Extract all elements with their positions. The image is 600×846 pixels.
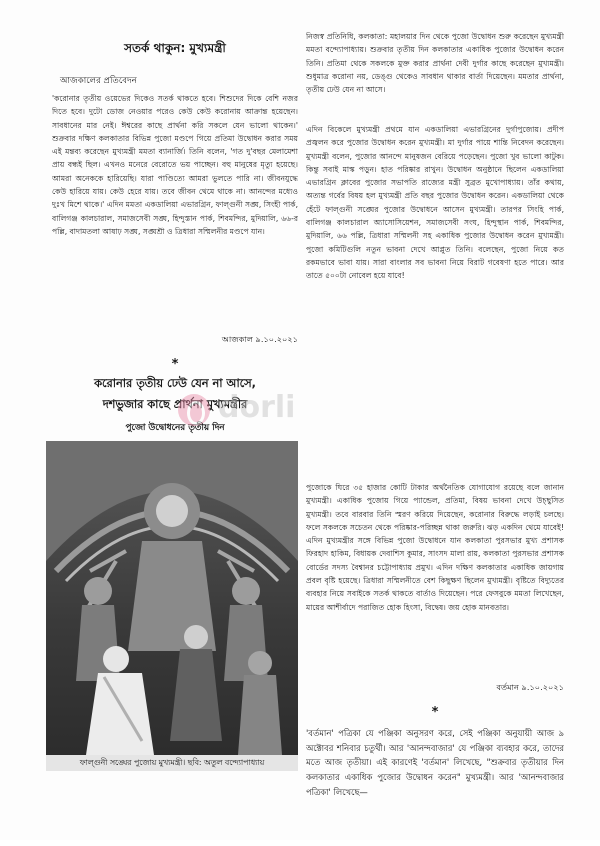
second-article-para-3: পুজোকে ঘিরে ৩৫ হাজার কোটি টাকার অর্থনৈতিক যোগাযোগ রয়েছে বলে জানান মুখ্যমন্ত্রী। একাধিক পুজোয় গিয়ে প্যান্ডেল, প্রতিমা, বিষয় ভাবনা দেখে উচ্ছ্বসিত মুখ্যমন্ত্রী। তবে বারবার তিনি স্মরণ করিয়ে দিয়েছেন, করোনার বিরুদ্ধে লড়াই চলছে। ফলে সকলকে সচেতন থেকে পরিষ্কার-পরিচ্ছন্ন থাকা জরুরি। ঝড় একদিন থেমে যাবেই! এদিন মুখ্যমন্ত্রীর সঙ্গে বিভিন্ন পুজো উদ্বোধনে যান কলকাতা পুরসভার মুখ্য প্রশাসক ফিরহাদ হাকিম, বিধায়ক দেবাশিস কুমার, সাংসদ মালা রায়, কলকাতা পুরসভার প্রশাসক বোর্ডের সদস্য বৈশ্বানর চট্টোপাধ্যায় প্রমুখ। এদিন দক্ষিণ কলকাতার একাধিক জায়গায় প্রবল বৃষ্টি হয়েছে। ত্রিধারা সম্মিলনীতে বেশ কিছুক্ষণ ছিলেন মুখ্যমন্ত্রী। বৃষ্টিতে বিদ্যুতের ব্যবহার নিয়ে সবাইকে সতর্ক থাকতে বার্তাও দিয়েছেন। পরে ফেসবুকে মমতা লিখেছেন, মায়ের আশীর্বাদে পরাজিত হোক হিংসা, বিদ্বেষ। জয় হোক মানবতার। xyxy=(306,483,564,612)
durga-idol-photo xyxy=(46,441,298,771)
left-article-body: 'করোনার তৃতীয় ওয়েভের দিকেও সতর্ক থাকতে হবে। শিশুদের দিকে বেশি নজর দিতে হবে। দুটো ডোজ নেওয়ার পরেও কেউ কেউ করোনায় আক্রান্ত হয়েছেন। সাবধানের মার নেই। ঈশ্বরের কাছে প্রার্থনা করি সকলে যেন ভালো থাকেন।' শুক্রবার দক্ষিণ কলকাতার বিভিন্ন পুজো মণ্ডপে গিয়ে প্রতিমা উদ্বোধন করার সময় এই মন্তব্য করেছেন মুখ্যমন্ত্রী মমতা ব্যানার্জি। তিনি বলেন, 'গত দু'বছর মেলামেশা প্রায় বন্ধই ছিল। এখনও মনেরে বেরোতে ভয় পাচ্ছেন। বহু মানুষের মৃত্যু হয়েছে। আমরা অনেককে হারিয়েছি। যারা পাণ্ডিত্যে আমরা ভুলতে পারি না। জীবনযুদ্ধে কেউ হারিয়ে যায়। কেউ হেরে যায়। তবে জীবন থেমে থাকে না। আনন্দের মধ্যেও দুঃখ মিশে থাকে।' এদিন মমতা একডালিয়া এভারগ্রিন, ফাল্গুনী সঙ্ঘ, সিংহী পার্ক, বালিগঞ্জ কালচারাল, সমাজসেবী সঙ্ঘ, হিন্দুস্তান পার্ক, শিবমন্দির, মুদিয়ালি, ৬৬-র পল্লি, বাদামতলা আষাঢ় সঙ্ঘ, সঙ্ঘশ্রী ও ত্রিধারা সম্মিলনীর মণ্ডপে যান। xyxy=(52,94,298,236)
second-article-subhead: পুজো উদ্বোধনের তৃতীয় দিন xyxy=(125,423,225,433)
left-article-signature: আজকাল ৯.১০.২০২১ xyxy=(221,334,298,344)
second-article-signature: বর্তমান ৯.১০.২০২১ xyxy=(496,682,564,692)
right-column xyxy=(306,30,564,846)
note-star: * xyxy=(431,705,439,720)
second-article-para-1: নিজস্ব প্রতিনিধি, কলকাতা: মহালয়ার দিন থেকে পুজো উদ্বোধন শুরু করেছেন মুখ্যমন্ত্রী মমতা বন্দ্যোপাধ্যায়। শুক্রবার তৃতীয় দিন কলকাতার একাধিক পুজোর উদ্বোধন করেন তিনি। প্রতিমা থেকে সকলকে মুক্ত করার প্রার্থনা দেবী দুর্গার কাছে করেছেন মুখ্যমন্ত্রী। শুধুমাত্র করোনা নয়, ডেঙ্গু থেকেও সাবধান থাকার বার্তা দিয়েছেন। মমতার প্রার্থনা, তৃতীয় ঢেউ যেন না আসে। xyxy=(306,32,564,95)
left-article-byline: আজকালের প্রতিবেদন xyxy=(60,76,137,86)
second-article-para-2: এদিন বিকেলে মুখ্যমন্ত্রী প্রথমে যান একডালিয়া এভারগ্রিনের দুর্গাপুজোয়। প্রদীপ প্রজ্বলন করে পুজোর উদ্বোধন করেন মুখ্যমন্ত্রী। মা দুর্গার পায়ে শান্তি নিবেদন করেছেন। মুখ্যমন্ত্রী বলেন, পুজোর আনন্দে মানুষজন বেরিয়ে পড়েছেন। পুজো খুব ভালো কাটুক। কিন্তু সবাই মাস্ক পড়ুন। হাত পরিষ্কার রাখুন। উদ্বোধন অনুষ্ঠানে ছিলেন একডালিয়া এভারগ্রিন ক্লাবের পুজোর সভাপতি রাজ্যের মন্ত্রী সুব্রত মুখোপাধ্যায়। তাঁর কথায়, অত্যন্ত গর্বের বিষয় হল মুখ্যমন্ত্রী প্রতি বছর পুজোর উদ্বোধন করেন। একডালিয়া থেকে হেঁটে ফাল্গুনী সঙ্ঘের পুজোর উদ্বোধনে আসেন মুখ্যমন্ত্রী। তারপর সিংহি পার্ক, বালিগঞ্জ কালচারাল অ্যাসোসিয়েশন, সমাজসেবী সংঘ, হিন্দুস্থান পার্ক, শিবমন্দির, মুদিয়ালি, ৬৬ পল্লি, ত্রিধারা সম্মিলনী সহ একাধিক পুজোর উদ্বোধন করেন মুখ্যমন্ত্রী। পুজো কমিটিগুলি নতুন ভাবনা দেখে আপ্লুত তিনি। বলেছেন, পুজো নিয়ে কত রকমভাবে ভাবা যায়। সারা বাংলার সব ভাবনা নিয়ে বিরাট গবেষণা হতে পারে। আর তাতে ৫০০টা নোবেল হয়ে যাবে! xyxy=(306,125,564,281)
separator-star: * xyxy=(171,357,179,372)
second-article-headline-line1: করোনার তৃতীয় ঢেউ যেন না আসে, xyxy=(94,377,256,390)
almanac-note: 'বর্তমান' পত্রিকা যে পঞ্জিকা অনুসরণ করে, সেই পঞ্জিকা অনুযায়ী আজ ৯ অক্টোবর শনিবার চতুর্থী। আর 'আনন্দবাজার' যে পঞ্জিকা ব্যবহার করে, তাদের মতে আজ তৃতীয়া। এই কারণেই 'বর্তমান' লিখেছে, "শুক্রবার তৃতীয়ার দিন কলকাতার একাধিক পুজোর উদ্বোধন করেন" মুখ্যমন্ত্রী। আর 'আনন্দবাজার পত্রিকা' লিখেছে— xyxy=(306,728,564,797)
photo-caption: ফাল্গুনী সঙ্ঘের পুজোয় মুখ্যমন্ত্রী। ছবি: অতুল বন্দ্যোপাধ্যায় xyxy=(46,755,298,771)
left-article-heading: সতর্ক থাকুন: মুখ্যমন্ত্রী xyxy=(124,41,226,55)
left-column xyxy=(52,30,298,771)
photo-illustration xyxy=(46,441,298,771)
watermark-word: dorli xyxy=(218,390,296,425)
second-article-headline-line2: দশভুজার কাছে প্রার্থনা মুখ্যমন্ত্রীর xyxy=(102,398,248,411)
